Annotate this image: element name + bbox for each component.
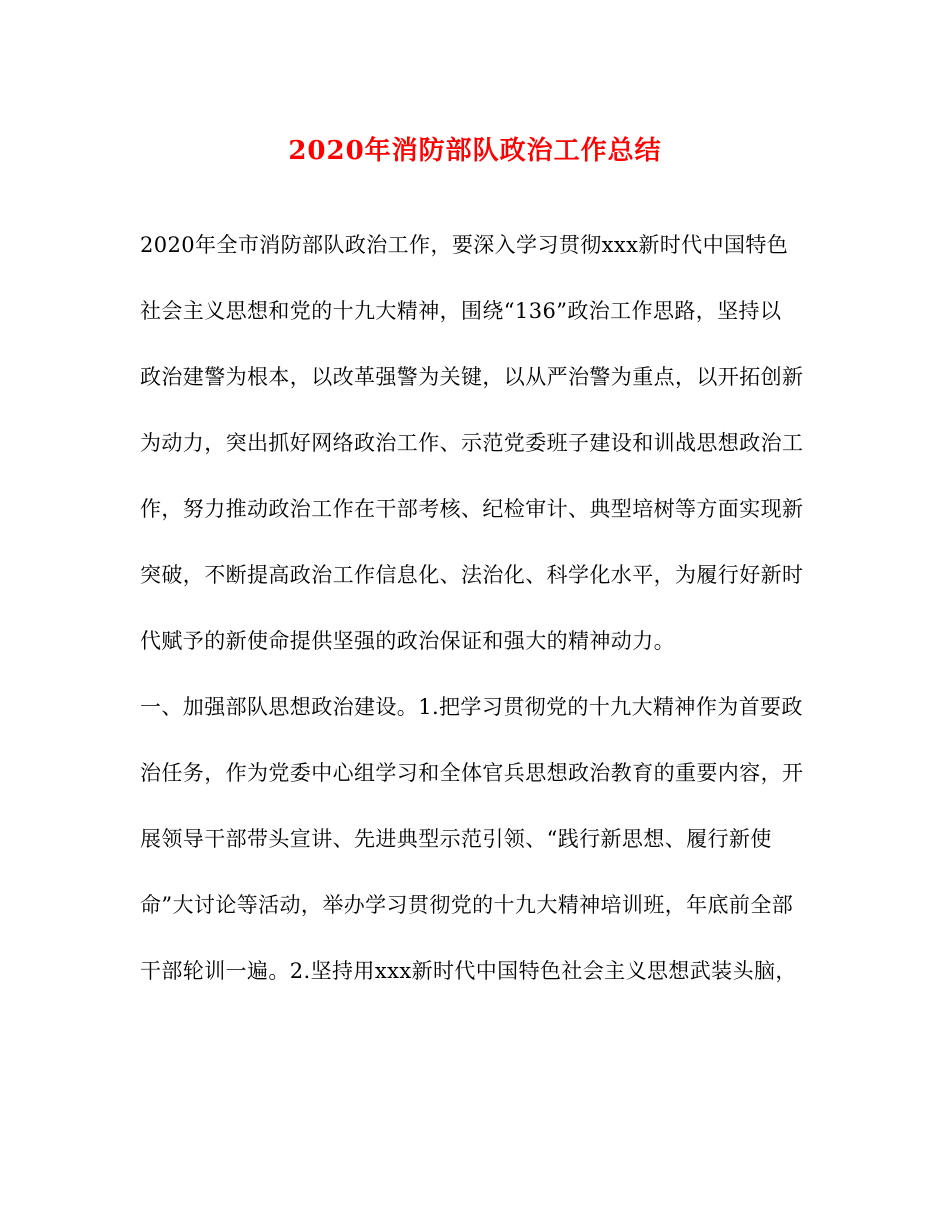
body-line-6: 突破，不断提高政治工作信息化、法治化、科学化水平，为履行好新时 [140, 563, 804, 587]
body-line-8: 一、加强部队思想政治建设。1.把学习贯彻党的十九大精神作为首要政 [140, 695, 803, 719]
body-line-10: 展领导干部带头宣讲、先进典型示范引领、“践行新思想、履行新使 [140, 827, 772, 851]
body-line-5: 作，努力推动政治工作在干部考核、纪检审计、典型培树等方面实现新 [140, 497, 804, 521]
body-line-2: 社会主义思想和党的十九大精神，围绕“136”政治工作思路，坚持以 [140, 299, 782, 323]
body-line-1: 2020年全市消防部队政治工作，要深入学习贯彻xxx新时代中国特色 [140, 233, 789, 257]
body-line-4: 为动力，突出抓好网络政治工作、示范党委班子建设和训战思想政治工 [140, 431, 804, 455]
body-line-3: 政治建警为根本，以改革强警为关键，以从严治警为重点，以开拓创新 [140, 365, 804, 389]
body-line-12: 干部轮训一遍。2.坚持用xxx新时代中国特色社会主义思想武装头脑， [140, 959, 797, 983]
body-line-11: 命”大讨论等活动，举办学习贯彻党的十九大精神培训班，年底前全部 [140, 893, 794, 917]
document-title: 2020年消防部队政治工作总结 [288, 136, 662, 166]
body-line-9: 治任务，作为党委中心组学习和全体官兵思想政治教育的重要内容，开 [140, 761, 804, 785]
body-line-7: 代赋予的新使命提供坚强的政治保证和强大的精神动力。 [140, 629, 675, 653]
